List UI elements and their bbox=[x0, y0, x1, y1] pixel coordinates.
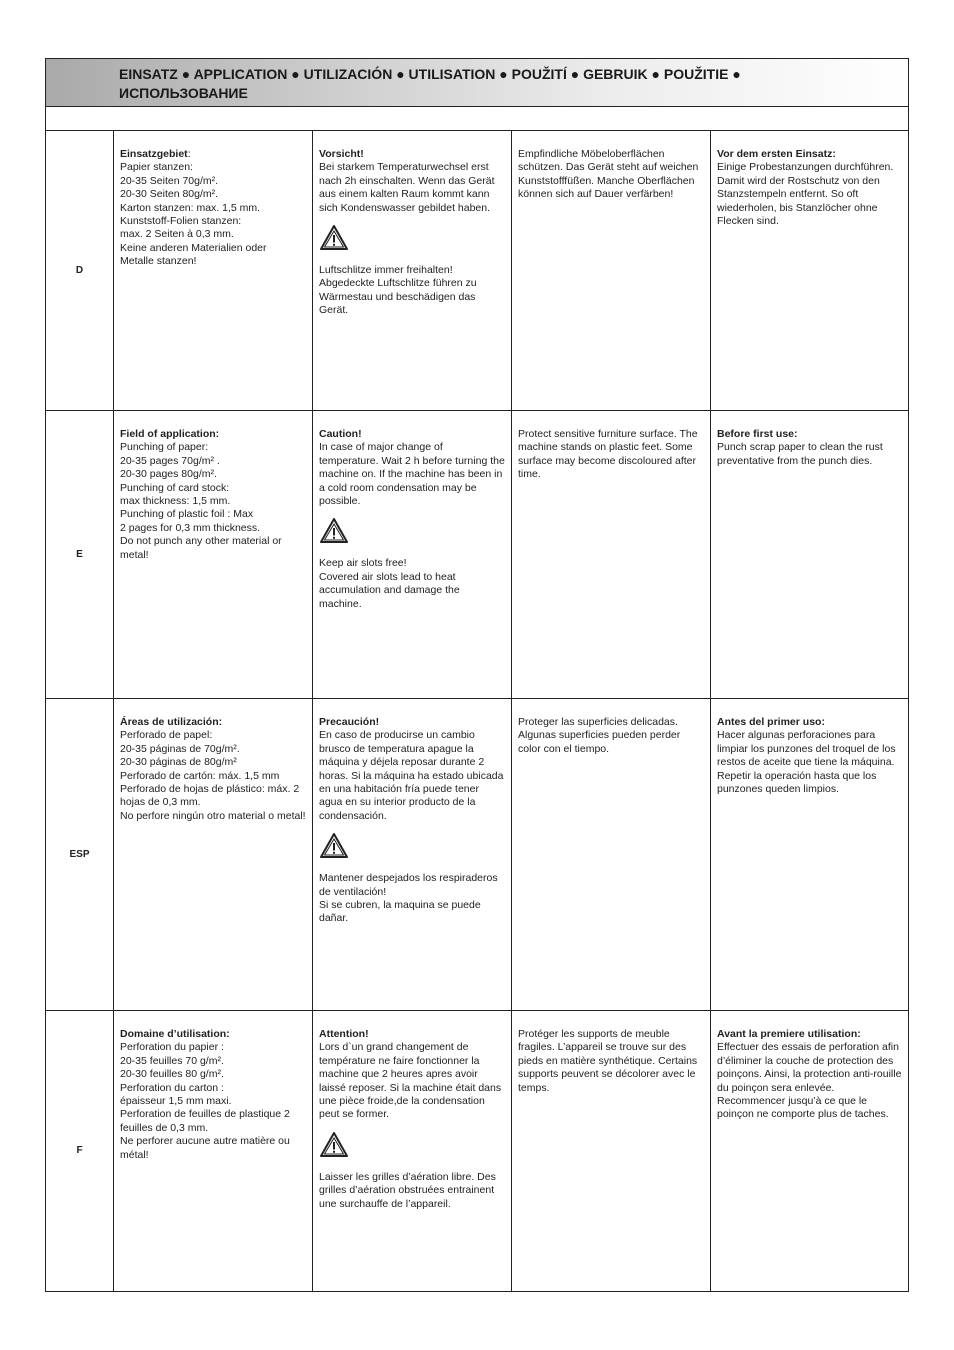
application-line: No perfore ningún otro material o metal! bbox=[120, 809, 306, 822]
c4h-text: Antes del primer uso: bbox=[717, 716, 825, 728]
c3t-text: Proteger las superficies delicadas. Algunas superficies pueden perder color con el tiempo. bbox=[518, 716, 681, 755]
application-cell bbox=[113, 411, 312, 698]
c2t-text: En caso de producirse un cambio brusco de temperatura apague la máquina y déjela reposar durante 2 horas. Si la máquina ha estado ubicada en una habitación fría puede tener agua en su interior producto de la condensación. bbox=[319, 729, 504, 822]
c1h-text: Field of application: bbox=[120, 428, 220, 440]
air-slot-line: Laisser les grilles d’aération libre. Des grilles d’aération obstruées entrainent une surchauffe de l’appareil. bbox=[319, 1170, 496, 1210]
application-line: épaisseur 1,5 mm maxi. bbox=[120, 1095, 232, 1108]
caution-cell bbox=[312, 1011, 511, 1291]
application-line: 20-30 feuilles 80 g/m². bbox=[120, 1068, 224, 1081]
surface-protection-cell bbox=[511, 131, 710, 410]
air-slot-line: Covered air slots lead to heat accumulation and damage the machine. bbox=[319, 570, 460, 610]
c4h-text: Vor dem ersten Einsatz: bbox=[717, 148, 836, 160]
application-line: Perforado de hojas de plástico: máx. 2 hojas de 0,3 mm. bbox=[120, 783, 300, 809]
c3t-text: Protect sensitive furniture surface. The machine stands on plastic feet. Some surface may become discoloured after time. bbox=[518, 428, 698, 481]
application-lines bbox=[120, 729, 306, 823]
surface-protection-cell bbox=[511, 411, 710, 698]
application-line: 20-35 feuilles 70 g/m². bbox=[120, 1054, 224, 1067]
air-slot-lines bbox=[319, 1171, 505, 1211]
c4h-text: Avant la premiere utilisation: bbox=[717, 1028, 861, 1040]
table-row bbox=[46, 699, 908, 1011]
air-slot-line: Luftschlitze immer freihalten! bbox=[319, 264, 453, 277]
c4t-text: Punch scrap paper to clean the rust preventative from the punch dies. bbox=[717, 441, 883, 467]
application-line: Keine anderen Materialien oder bbox=[120, 241, 267, 254]
warning-triangle-icon bbox=[319, 1131, 349, 1158]
c2t-text: Lors d`un grand changement de température ne faire fonctionner la machine que 2 heures apres avoir laissé reposer. Si la machine était dans une pièce froide,de la condensation peut se former. bbox=[319, 1041, 502, 1121]
table-row bbox=[46, 1011, 908, 1291]
air-slot-line: Mantener despejados los respiraderos de ventilación! bbox=[319, 872, 498, 898]
application-lines bbox=[120, 1041, 306, 1162]
lang-text: F bbox=[76, 1145, 83, 1157]
lang-text: E bbox=[76, 548, 83, 560]
c2h-text: Vorsicht! bbox=[319, 148, 364, 160]
application-line: Perforation du papier : bbox=[120, 1041, 224, 1054]
surface-protection-cell bbox=[511, 699, 710, 1010]
table-row bbox=[46, 131, 908, 411]
application-line: 20-35 páginas de 70g/m². bbox=[120, 742, 240, 755]
lang-text: ESP bbox=[69, 848, 90, 860]
first-use-cell bbox=[710, 699, 908, 1010]
first-use-cell bbox=[710, 411, 908, 698]
air-slot-lines bbox=[319, 557, 505, 611]
header-spacer-row bbox=[46, 107, 908, 131]
air-slot-line: Abgedeckte Luftschlitze führen zu Wärmestau und beschädigen das Gerät. bbox=[319, 277, 477, 317]
application-lines bbox=[120, 441, 306, 562]
application-line: Perforado de papel: bbox=[120, 729, 213, 742]
caution-cell bbox=[312, 699, 511, 1010]
application-line: Perforation du carton : bbox=[120, 1081, 224, 1094]
c4t-text: Hacer algunas perforaciones para limpiar los punzones del troquel de los restos de aceite que tiene la máquina. Repetir la operación hasta que los punzones queden limpios. bbox=[717, 729, 896, 796]
air-slot-line: Si se cubren, la maquina se puede dañar. bbox=[319, 899, 481, 925]
application-line: Karton stanzen: max. 1,5 mm. bbox=[120, 201, 261, 214]
c3t-text: Protéger les supports de meuble fragiles. L’appareil se trouve sur des pieds en matière synthétique. Certains supports peuvent se décolorer avec le temps. bbox=[518, 1028, 698, 1094]
application-line: 20-30 páginas de 80g/m² bbox=[120, 756, 237, 769]
application-line: 20-35 Seiten 70g/m². bbox=[120, 174, 219, 187]
application-line: Metalle stanzen! bbox=[120, 255, 197, 268]
language-code bbox=[46, 411, 113, 698]
first-use-cell bbox=[710, 131, 908, 410]
application-lines bbox=[120, 161, 306, 268]
warning-triangle-icon bbox=[319, 832, 349, 859]
application-line: Perforation de feuilles de plastique 2 feuilles de 0,3 mm. bbox=[120, 1108, 290, 1134]
application-cell bbox=[113, 699, 312, 1010]
application-line: 20-35 pages 70g/m² . bbox=[120, 454, 220, 467]
c2h-text: Caution! bbox=[319, 428, 362, 440]
application-line: Perforado de cartón: máx. 1,5 mm bbox=[120, 769, 280, 782]
application-cell bbox=[113, 1011, 312, 1291]
application-line: max. 2 Seiten à 0,3 mm. bbox=[120, 228, 234, 241]
header-title: EINSATZ ● APPLICATION ● UTILIZACIÓN ● UTILISATION ● POUŽITÍ ● GEBRUIK ● POUŽITIE ● ИСПОЛЬЗОВАНИЕ bbox=[119, 66, 741, 101]
application-line: Kunststoff-Folien stanzen: bbox=[120, 215, 242, 228]
first-use-cell bbox=[710, 1011, 908, 1291]
c3t-text: Empfindliche Möbeloberflächen schützen. Das Gerät steht auf weichen Kunststofffüßen. Manche Oberflächen können sich auf Dauer verfärben! bbox=[518, 148, 699, 201]
application-cell bbox=[113, 131, 312, 410]
c2t-text: In case of major change of temperature. Wait 2 h before turning the machine on. If the machine has been in a cold room condensation may be possible. bbox=[319, 441, 505, 508]
application-line: Punching of card stock: bbox=[120, 481, 230, 494]
air-slot-line: Keep air slots free! bbox=[319, 557, 407, 570]
air-slot-lines bbox=[319, 264, 505, 318]
application-line: Do not punch any other material or metal! bbox=[120, 535, 282, 561]
language-code bbox=[46, 699, 113, 1010]
c4h-text: Before first use: bbox=[717, 428, 798, 440]
table-row bbox=[46, 411, 908, 699]
c4t-text: Einige Probestanzungen durchführen. Damit wird der Rostschutz von den Stanzstempeln entfernt. So oft wiederholen, bis Stanzlöcher ohne Flecken sind. bbox=[717, 161, 894, 228]
air-slot-lines bbox=[319, 872, 505, 926]
instruction-table bbox=[45, 58, 909, 1292]
caution-cell bbox=[312, 131, 511, 410]
table-header bbox=[46, 59, 908, 107]
application-line: max thickness: 1,5 mm. bbox=[120, 495, 231, 508]
c2t-text: Bei starkem Temperaturwechsel erst nach 2h einschalten. Wenn das Gerät aus einem kalten Raum kommt kann sich Kondenswasser gebildet haben. bbox=[319, 161, 495, 214]
c1h-text: Domaine d’utilisation: bbox=[120, 1028, 230, 1040]
application-line: 20-30 pages 80g/m². bbox=[120, 468, 217, 481]
c1h-text: Áreas de utilización: bbox=[120, 716, 223, 728]
application-line: 2 pages for 0,3 mm thickness. bbox=[120, 521, 261, 534]
language-code bbox=[46, 1011, 113, 1291]
c2h-text: Precaución! bbox=[319, 716, 380, 728]
c1h-text: Einsatzgebiet bbox=[120, 148, 188, 160]
caution-cell bbox=[312, 411, 511, 698]
c1hs-text: : bbox=[187, 148, 191, 160]
warning-triangle-icon bbox=[319, 517, 349, 544]
warning-triangle-icon bbox=[319, 224, 349, 251]
application-line: Punching of paper: bbox=[120, 441, 209, 454]
application-line: Punching of plastic foil : Max bbox=[120, 508, 254, 521]
application-line: Ne perforer aucune autre matière ou métal! bbox=[120, 1135, 290, 1161]
c2h-text: Attention! bbox=[319, 1028, 369, 1040]
c4t-text: Effectuer des essais de perforation afin d’éliminer la couche de protection des poinçons. Ainsi, la protection anti-rouille du poinçon sera enlevée. Recommencer jusqu’à ce que le poinçon ne comporte plus de taches. bbox=[717, 1041, 902, 1121]
application-line: 20-30 Seiten 80g/m². bbox=[120, 188, 219, 201]
surface-protection-cell bbox=[511, 1011, 710, 1291]
lang-text: D bbox=[75, 264, 84, 276]
application-line: Papier stanzen: bbox=[120, 161, 193, 174]
language-code bbox=[46, 131, 113, 410]
